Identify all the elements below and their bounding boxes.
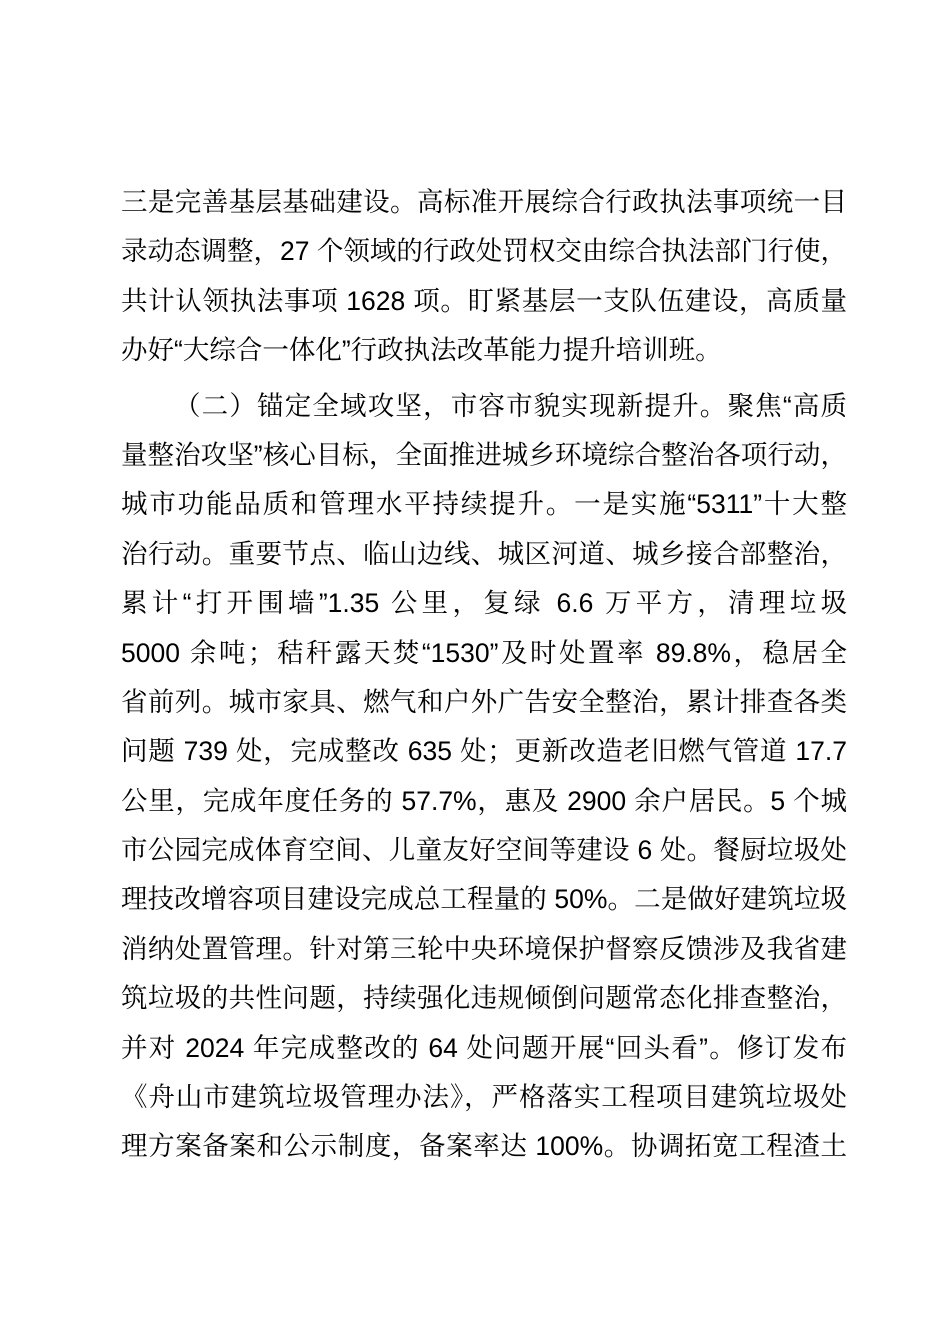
text-line: 市公园完成体育空间、儿童友好空间等建设 6 处。餐厨垃圾处 (121, 835, 847, 866)
text-line: 消纳处置管理。针对第三轮中央环境保护督察反馈涉及我省建 (121, 933, 847, 964)
text-line: 共计认领执法事项 1628 项。盯紧基层一支队伍建设，高质量 (121, 285, 847, 316)
text-line: 理方案备案和公示制度，备案率达 100%。协调拓宽工程渣土 (121, 1131, 847, 1162)
text-line: 公里，完成年度任务的 57.7%，惠及 2900 余户居民。5 个城 (121, 785, 847, 816)
text-line: 办好“大综合一体化”行政执法改革能力提升培训班。 (121, 335, 722, 366)
text-line: 三是完善基层基础建设。高标准开展综合行政执法事项统一目 (121, 187, 847, 217)
document-body (121, 178, 847, 1172)
paragraph-continued (121, 178, 847, 376)
text-line: 筑垃圾的共性问题，持续强化违规倾倒问题常态化排查整治， (121, 983, 847, 1014)
text-line: 量整治攻坚”核心目标，全面推进城乡环境综合整治各项行动， (121, 439, 847, 470)
text-line: 并对 2024 年完成整改的 64 处问题开展“回头看”。修订发布 (121, 1032, 847, 1063)
text-line: 理技改增容项目建设完成总工程量的 50%。二是做好建筑垃圾 (121, 884, 847, 915)
text-line: （二）锚定全域攻坚，市容市貌实现新提升。聚焦“高质 (174, 390, 847, 421)
text-line: 累计“打开围墙”1.35 公里，复绿 6.6 万平方，清理垃圾 (121, 588, 847, 619)
text-line: 问题 739 处，完成整改 635 处；更新改造老旧燃气管道 17.7 (121, 736, 847, 767)
text-line: 治行动。重要节点、临山边线、城区河道、城乡接合部整治， (121, 538, 847, 569)
text-line: 城市功能品质和管理水平持续提升。一是实施“5311”十大整 (121, 489, 847, 520)
text-line: 省前列。城市家具、燃气和户外广告安全整治，累计排查各类 (121, 686, 847, 717)
text-line: 5000 余吨；秸秆露天焚“1530”及时处置率 89.8%，稳居全 (121, 637, 847, 668)
text-line: 录动态调整，27 个领域的行政处罚权交由综合执法部门行使， (121, 236, 847, 267)
paragraph-section-2 (121, 382, 847, 1172)
text-line: 《舟山市建筑垃圾管理办法》，严格落实工程项目建筑垃圾处 (121, 1082, 847, 1113)
